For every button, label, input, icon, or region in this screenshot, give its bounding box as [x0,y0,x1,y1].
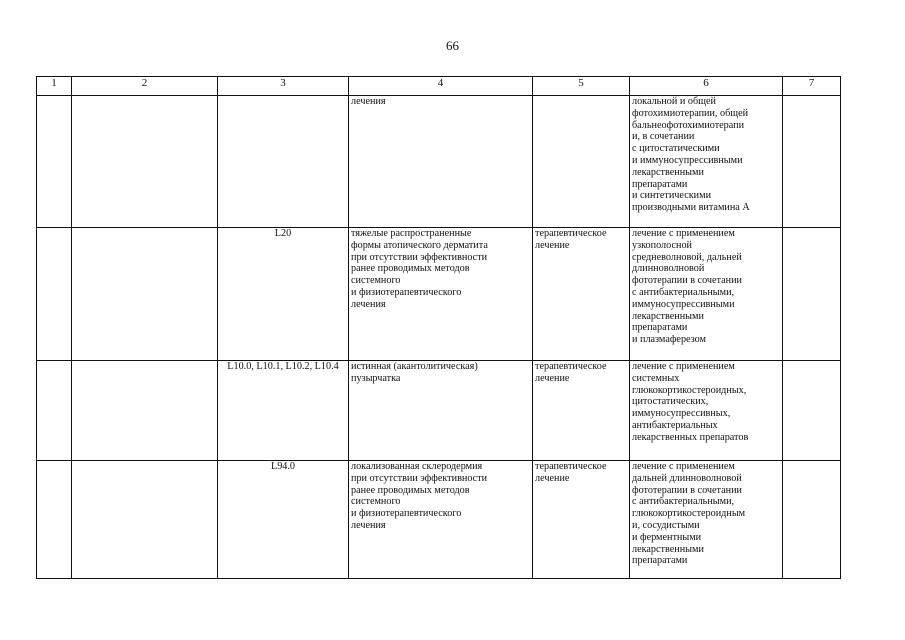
cell-line: с антибактериальными, [632,496,735,508]
treatment-type-cell [533,361,630,461]
cell-line: и физиотерапевтического [351,508,462,520]
cell-line: системных [632,372,680,384]
condition-cell [349,96,533,228]
table-row [37,461,841,579]
cell-line: длинноволновой [632,263,705,275]
col2-cell [72,361,218,461]
cell-line: системного [351,496,401,508]
table-row [37,361,841,461]
column-header: 2 [72,77,218,96]
cell-line: терапевтическое [535,361,607,372]
column-header: 6 [630,77,783,96]
cell-line: терапевтическое [535,461,607,472]
treatment-method-cell [630,461,783,579]
cell-line: при отсутствии эффективности [351,251,488,263]
condition-cell [349,461,533,579]
cell-line: глюкокортикостероидным [632,508,746,520]
treatment-method-cell [630,96,783,228]
cell-line: лечение с применением [632,361,735,372]
cell-line: локализованная склеродермия [351,461,483,472]
cell-line: препаратами [632,322,688,334]
treatment-method-cell [630,361,783,461]
col7-cell [783,461,841,579]
cell-line: лечение [535,372,570,384]
cell-line: глюкокортикостероидных, [632,384,747,396]
cell-line: бальнеофотохимиотерапи [632,119,745,131]
col2-cell [72,96,218,228]
cell-line: системного [351,275,401,287]
table-row [37,96,841,228]
col1-cell [37,96,72,228]
cell-line: с цитостатическими [632,143,720,155]
treatment-type-cell [533,96,630,228]
cell-line: локальной и общей [632,96,716,107]
page-number: 66 [446,38,459,53]
col1-cell [37,461,72,579]
cell-line: лекарственных препаратов [632,431,749,443]
cell-line: фототерапии в сочетании [632,275,743,287]
col1-cell [37,228,72,361]
cell-line: лечения [351,298,386,310]
cell-line: иммуносупрессивных, [632,408,731,420]
cell-line: лечение [535,472,570,484]
cell-line: и, сосудистыми [632,519,700,531]
cell-line: и ферментными [632,531,702,543]
cell-line: антибактериальных [632,419,718,431]
col1-cell [37,361,72,461]
cell-line: средневолновой, дальней [632,251,742,263]
treatment-method-cell [630,228,783,361]
cell-line: лечения [351,519,386,531]
cell-line: и синтетическими [632,190,712,202]
column-header: 7 [783,77,841,96]
cell-line: фотохимиотерапии, общей [632,107,749,119]
cell-line: при отсутствии эффективности [351,472,488,484]
cell-line: и физиотерапевтического [351,286,462,298]
cell-line: и иммуносупрессивными [632,154,743,166]
cell-line: лекарственными [632,166,704,178]
cell-line: фототерапии в сочетании [632,484,743,496]
cell-line: с антибактериальными, [632,286,735,298]
cell-line: иммуносупрессивными [632,298,735,310]
cell-line: препаратами [632,555,688,567]
col7-cell [783,228,841,361]
column-header: 4 [349,77,533,96]
cell-line: истинная (акантолитическая) [351,361,478,372]
cell-line: лечение с применением [632,228,735,239]
table-row [37,228,841,361]
col7-cell [783,361,841,461]
medical-care-table [36,76,841,579]
cell-line: и, в сочетании [632,131,695,143]
cell-line: цитостатических, [632,396,709,408]
col2-cell [72,228,218,361]
column-number-row [37,77,841,96]
cell-line: производными витамина А [632,202,750,214]
icd-code-cell: L20 [218,228,349,361]
cell-line: ранее проводимых методов [351,484,470,496]
cell-line: ранее проводимых методов [351,263,470,275]
cell-line: препаратами [632,178,688,190]
cell-line: формы атопического дерматита [351,239,488,251]
cell-line: лечения [351,96,386,107]
treatment-type-cell [533,228,630,361]
col7-cell [783,96,841,228]
treatment-type-cell [533,461,630,579]
cell-line: лекарственными [632,543,704,555]
cell-line: дальней длинноволновой [632,472,742,484]
cell-line: пузырчатка [351,372,401,384]
cell-line: и плазмаферезом [632,334,707,346]
column-header: 3 [218,77,349,96]
column-header: 1 [37,77,72,96]
icd-code-cell: L10.0, L10.1, L10.2, L10.4 [218,361,349,461]
column-header: 5 [533,77,630,96]
icd-code-cell [218,96,349,228]
cell-line: тяжелые распространенные [351,228,472,239]
cell-line: узкополосной [632,239,693,251]
condition-cell [349,228,533,361]
cell-line: терапевтическое [535,228,607,239]
cell-line: лекарственными [632,310,704,322]
icd-code-cell: L94.0 [218,461,349,579]
cell-line: лечение с применением [632,461,735,472]
cell-line: лечение [535,239,570,251]
condition-cell [349,361,533,461]
col2-cell [72,461,218,579]
